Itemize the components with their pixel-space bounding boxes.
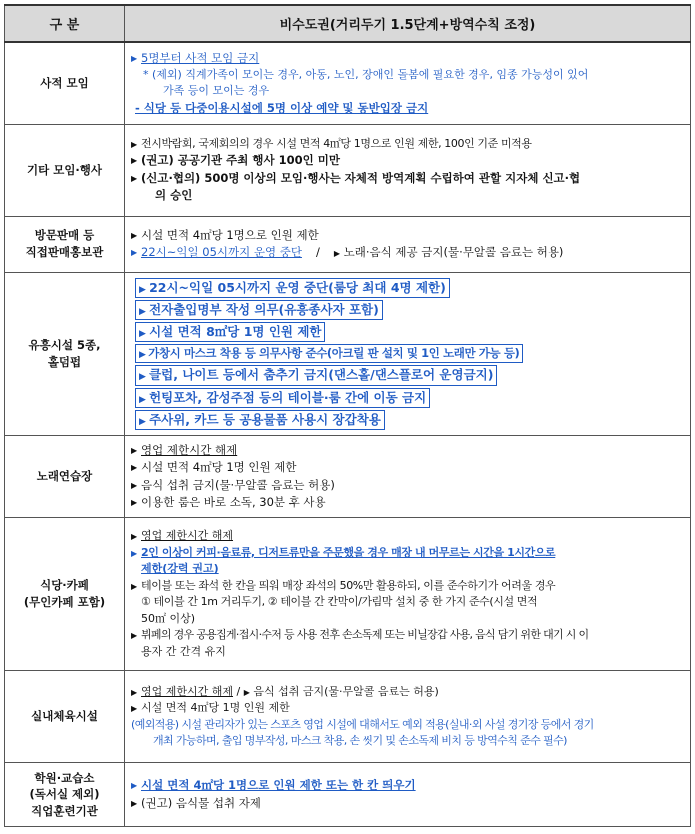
list-item: ▶ 시설 면적 4㎡당 1명으로 인원 제한 [131,227,319,242]
list-item: ▶ 시설 면적 4㎡당 1명 인원 제한 [131,460,297,475]
list-item: ▶ 5명부터 사적 모임 금지 [131,50,260,65]
triangle-bullet-icon: ▶ [131,581,137,591]
row-content [125,671,691,763]
triangle-bullet-icon: ▶ [131,704,138,714]
policy-table [4,4,691,827]
list-item-note: 가족 등이 모이는 경우 [163,84,270,98]
list-item-note: (예외적용) 시설 관리자가 있는 스포츠 영업 시설에 대해서도 예외 적용(실내·외 사설 경기장 등에서 경기 [131,717,594,731]
list-item-cont: ① 테이블 간 1m 거리두기, ② 테이블 간 칸막이/가림막 설치 중 한 가지 준수(시설 면적 [141,595,538,609]
triangle-bullet-icon: ▶ [131,497,138,507]
row-content [125,42,691,124]
list-item-note: 개최 가능하며, 출입 명부작성, 마스크 착용, 손 씻기 및 손소독제 비치 등 방역수칙 준수 필수) [153,734,567,748]
list-item-cont: 50㎡ 이상) [141,611,196,625]
triangle-bullet-icon: ▶ [131,156,138,166]
triangle-bullet-icon: ▶ [131,53,138,63]
row-content [125,216,691,272]
list-item-boxed: ▶ 클럽, 나이트 등에서 춤추기 금지(댄스홀/댄스플로어 운영금지) [135,364,684,386]
triangle-bullet-icon: ▶ [131,139,137,149]
triangle-bullet-icon: ▶ [131,798,138,808]
triangle-bullet-icon: ▶ [243,687,250,697]
row-category: 실내체육시설 [5,671,125,763]
table-row [5,216,691,272]
row-category: 방문판매 등 직접판매홍보관 [5,216,125,272]
list-item: ▶ (권고) 공공기관 주최 행사 100인 미만 [131,153,340,168]
list-item-boxed: ▶ 시설 면적 8㎡당 1명 인원 제한 [135,321,684,343]
list-item: ▶ 영업 제한시간 해제 [131,443,238,458]
list-item: ▶ 영업 제한시간 해제 / ▶ 음식 섭취 금지(물·무알콜 음료는 허용) [131,684,684,701]
triangle-bullet-icon: ▶ [131,532,138,542]
triangle-bullet-icon: ▶ [131,631,137,641]
list-item-boxed: ▶ 가창시 마스크 착용 등 의무사항 준수(아크릴 판 설치 및 1인 노래만 가능 등) [135,343,684,364]
triangle-bullet-icon: ▶ [131,248,138,257]
table-row [5,124,691,216]
row-category: 식당·카페 (무인카페 포함) [5,518,125,671]
row-category: 노래연습장 [5,436,125,518]
triangle-bullet-icon: ▶ [131,781,138,791]
list-item: ▶ 뷔페의 경우 공용집게·접시·수저 등 사용 전후 손소독제 또는 비닐장갑 사용, 음식 담기 위한 대기 시 이 [131,627,684,644]
table-row [5,436,691,518]
list-item-cont: 용자 간 간격 유지 [141,644,226,658]
triangle-bullet-icon: ▶ [131,173,138,183]
row-category: 유흥시설 5종, 홀덤펍 [5,272,125,436]
list-item: ▶ 전시박람회, 국제회의의 경우 시설 면적 4㎡당 1명으로 인원 제한, 100인 기준 미적용 [131,136,684,153]
list-item: ▶ 2인 이상이 커피·음료류, 디저트류만을 주문했을 경우 매장 내 머무르는 시간을 1시간으로 [131,545,684,562]
table-header-row [5,5,691,42]
triangle-bullet-icon: ▶ [131,548,137,558]
row-content [125,124,691,216]
list-item: ▶ 음식 섭취 금지(물·무알콜 음료는 허용) [131,477,335,492]
triangle-bullet-icon: ▶ [131,230,138,240]
list-item-boxed: ▶ 22시~익일 05시까지 운영 중단(룸당 최대 4명 제한) [135,277,684,299]
table-row [5,42,691,124]
triangle-bullet-icon: ▶ [131,480,138,490]
table-row [5,518,691,671]
list-item-boxed: ▶ 전자출입명부 작성 의무(유흥종사자 포함) [135,299,684,321]
triangle-bullet-icon: ▶ [333,249,340,258]
row-content [125,518,691,671]
triangle-bullet-icon: ▶ [131,446,138,456]
list-item-boxed: ▶ 주사위, 카드 등 공용물품 사용시 장갑착용 [135,409,684,431]
row-content [125,272,691,436]
table-row [5,272,691,436]
triangle-bullet-icon: ▶ [131,687,138,697]
list-item: ▶ (신고·협의) 500명 이상의 모임·행사는 자체적 방역계획 수립하여 관할 지자체 신고·협 [131,170,581,185]
list-item: ▶ 22시~익일 05시까지 운영 중단 / ▶ 노래·음식 제공 금지(물·무알콜 음료는 허용) [131,245,564,259]
list-item: ▶ 테이블 또는 좌석 한 칸을 띄워 매장 좌석의 50%만 활용하되, 이를 준수하기가 어려울 경우 [131,578,684,595]
list-item: ▶ (권고) 음식물 섭취 자제 [131,795,261,810]
header-content: 비수도권(거리두기 1.5단계+방역수칙 조정) [125,5,691,42]
table-row [5,763,691,827]
list-item: ▶ 시설 면적 4㎡당 1명으로 인원 제한 또는 한 칸 띄우기 [131,778,416,793]
row-category: 학원·교습소 (독서실 제외) 직업훈련기관 [5,763,125,827]
row-category: 사적 모임 [5,42,125,124]
list-item-note: * (제외) 직계가족이 모이는 경우, 아동, 노인, 장애인 돌봄에 필요한 경우, 임종 가능성이 있어 [143,67,589,81]
list-item: ▶ 영업 제한시간 해제 [131,528,684,545]
list-item-boxed: ▶ 헌팅포차, 감성주점 등의 테이블·룸 간에 이동 금지 [135,387,684,409]
table-row [5,671,691,763]
row-content [125,763,691,827]
list-item-cont: 의 승인 [155,187,193,202]
list-item: ▶ 이용한 룸은 바로 소독, 30분 후 사용 [131,494,326,509]
triangle-bullet-icon: ▶ [131,463,138,473]
list-item: ▶ 시설 면적 4㎡당 1명 인원 제한 [131,700,684,717]
list-item-cont: 제한(강력 권고) [141,562,219,576]
list-item: - 식당 등 다중이용시설에 5명 이상 예약 및 동반입장 금지 [135,100,429,115]
header-category: 구 분 [5,5,125,42]
row-content [125,436,691,518]
row-category: 기타 모임·행사 [5,124,125,216]
